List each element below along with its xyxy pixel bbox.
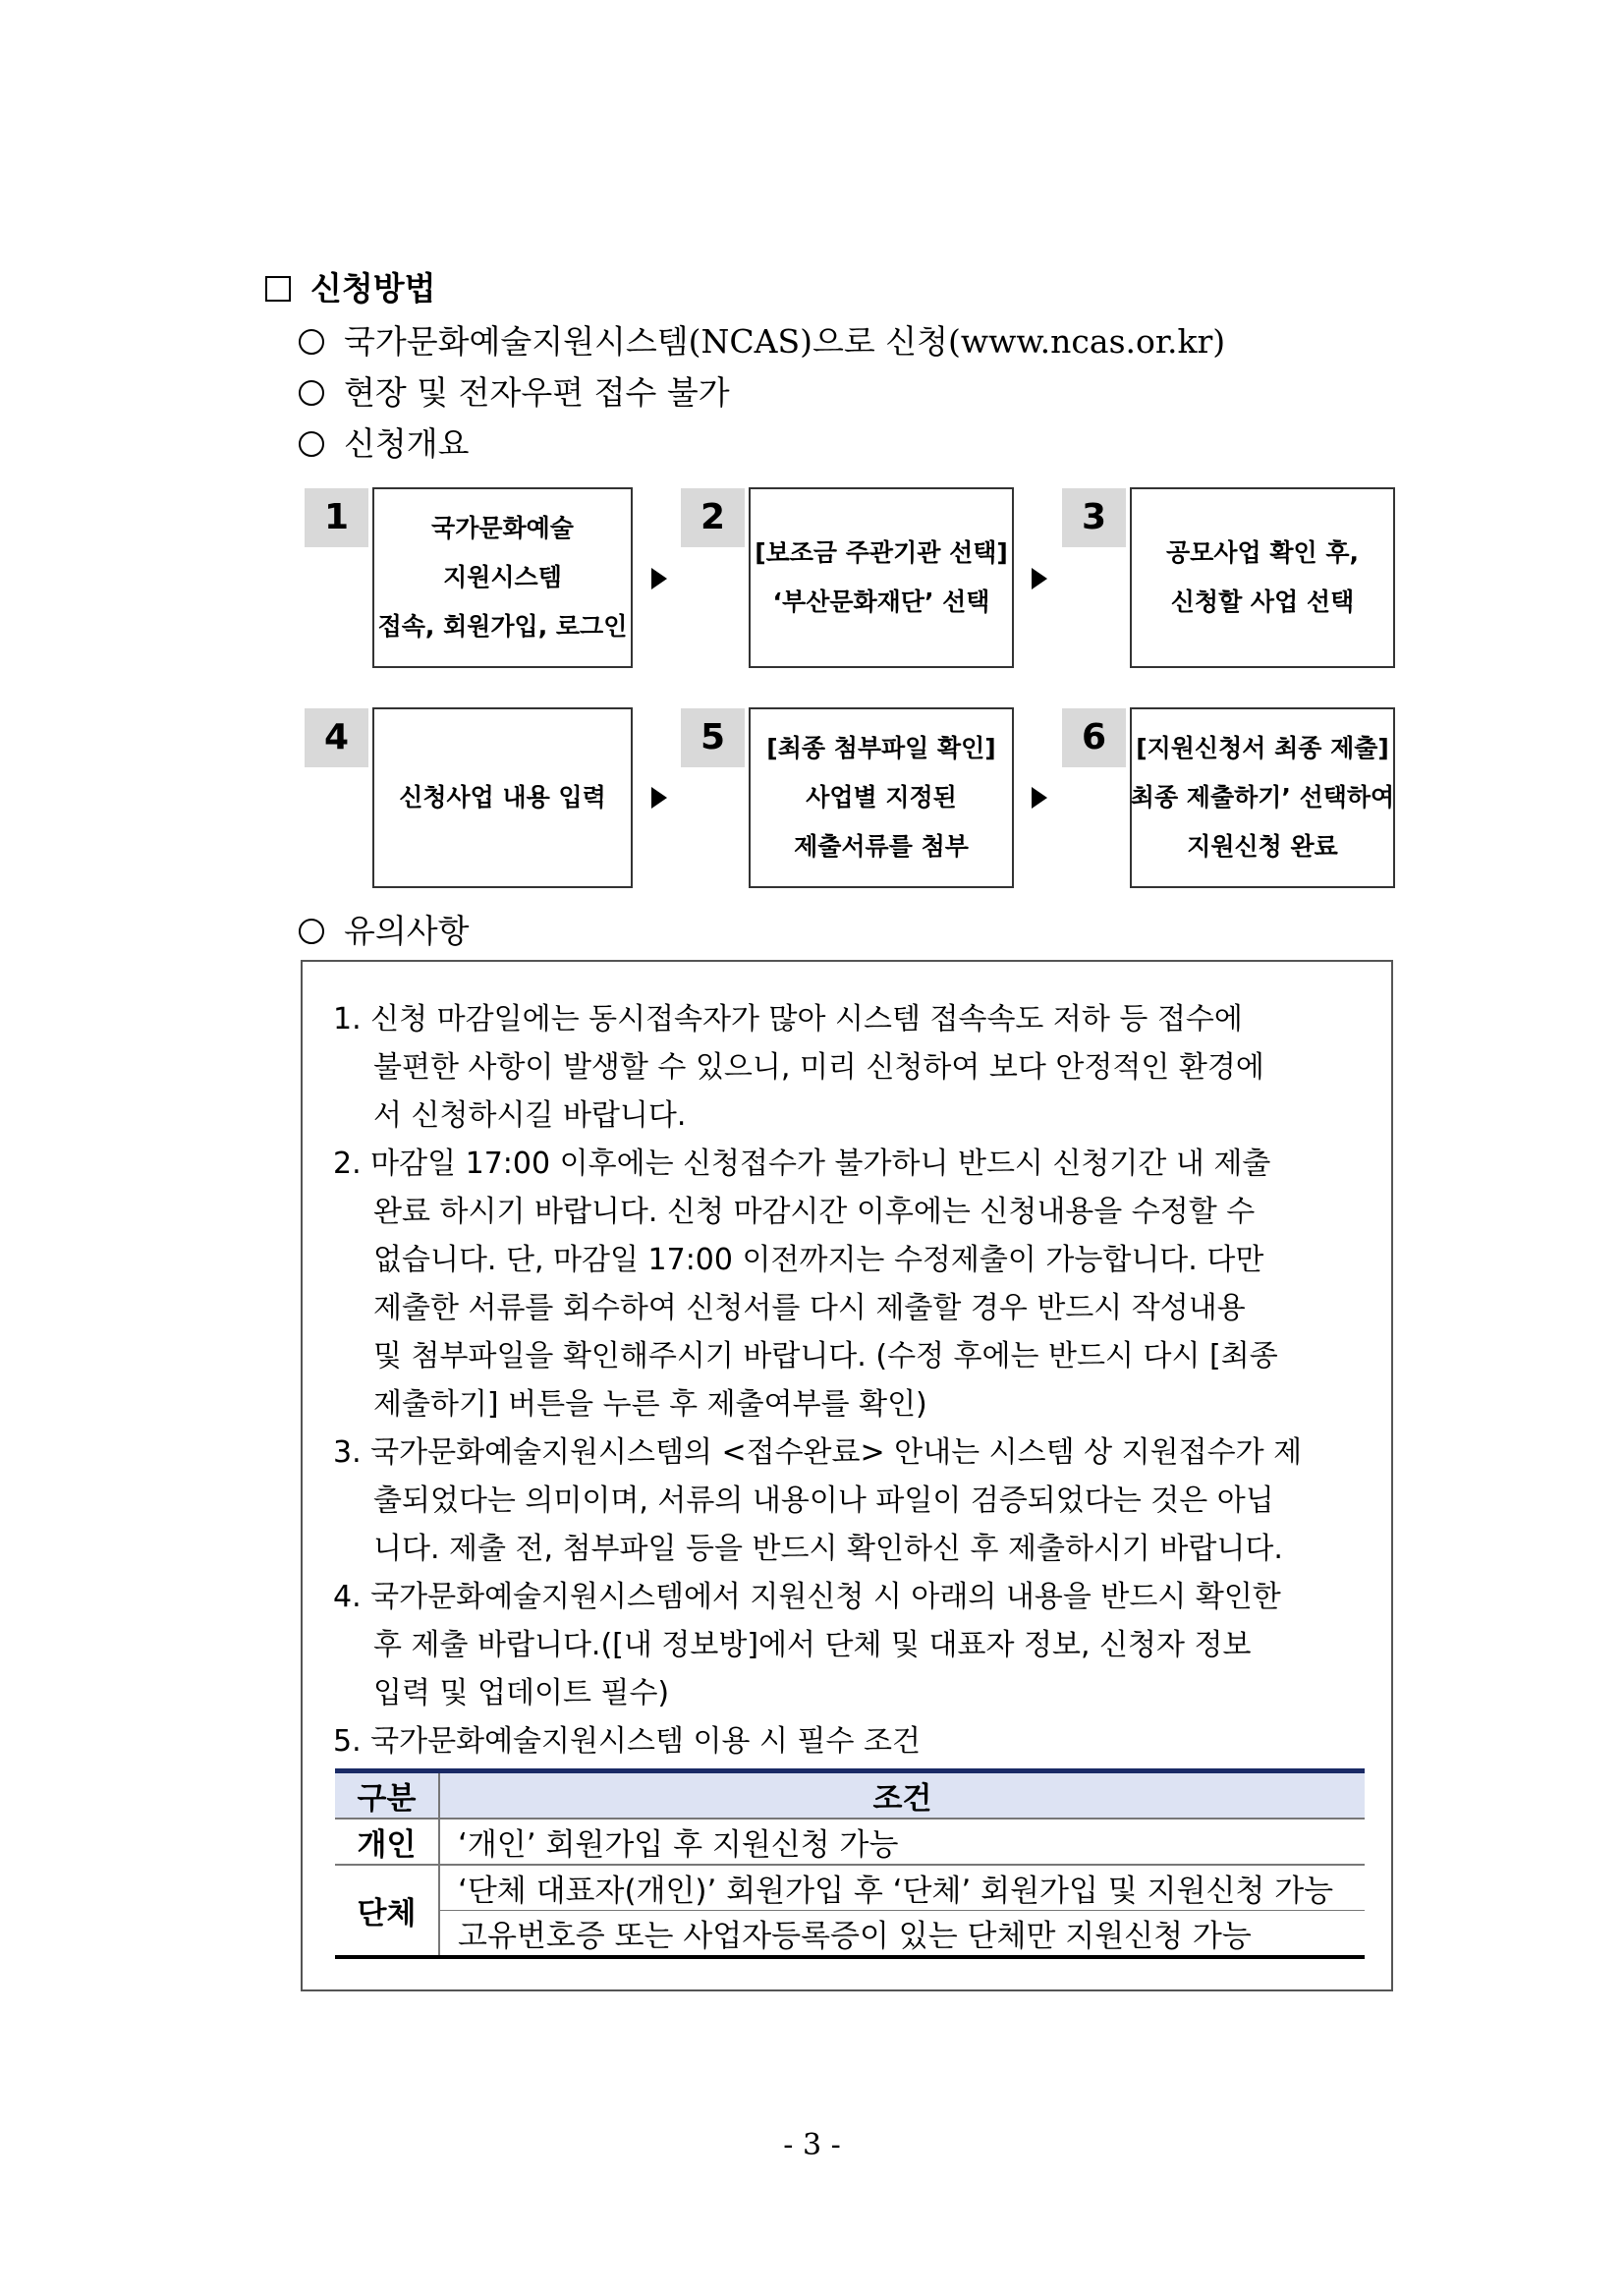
- note-line: 3. 국가문화예술지원시스템의 <접수완료> 안내는 시스템 상 지원접수가 제: [333, 1435, 1303, 1470]
- step-text: 접속, 회원가입, 로그인: [377, 612, 628, 641]
- note-line: 없습니다. 단, 마감일 17:00 이전까지는 수정제출이 가능합니다. 다만: [373, 1243, 1264, 1277]
- step-box-2: [749, 487, 1014, 668]
- step-text: 제출서류를 첨부: [794, 832, 969, 861]
- note-line: 완료 하시기 바랍니다. 신청 마감시간 이후에는 신청내용을 수정할 수: [373, 1195, 1256, 1229]
- circle-bullet-icon: [299, 380, 324, 406]
- row-label-group: 단체: [335, 1865, 439, 1957]
- step-text: 지원시스템: [443, 563, 562, 591]
- step-box-5: [749, 707, 1014, 888]
- note-line: 입력 및 업데이트 필수): [373, 1676, 670, 1710]
- page-number: - 3 -: [783, 2128, 841, 2162]
- bullet-text: 신청개요: [344, 424, 470, 463]
- step-number: 1: [305, 488, 368, 547]
- circle-bullet-icon: [299, 329, 324, 355]
- step-text: 신청사업 내용 입력: [399, 783, 606, 812]
- bullet-no-offline: [299, 367, 730, 414]
- bullet-cautions: [299, 906, 470, 952]
- step-number: 3: [1062, 488, 1126, 547]
- note-line: 2. 마감일 17:00 이후에는 신청접수가 불가하니 반드시 신청기간 내 제출: [333, 1147, 1271, 1181]
- bullet-overview: [299, 419, 470, 465]
- section-title: 신청방법: [310, 269, 436, 308]
- step-text: ‘부산문화재단’ 선택: [772, 588, 990, 616]
- note-line: 4. 국가문화예술지원시스템에서 지원신청 시 아래의 내용을 반드시 확인한: [333, 1580, 1281, 1614]
- note-line: 출되었다는 의미이며, 서류의 내용이나 파일이 검증되었다는 것은 아닙: [373, 1484, 1274, 1518]
- bullet-text: 국가문화예술지원시스템(NCAS)으로 신청(www.ncas.or.kr): [344, 322, 1226, 361]
- step-box-3: [1130, 487, 1395, 668]
- bullet-text: 유의사항: [344, 912, 470, 950]
- note-line: 5. 국가문화예술지원시스템 이용 시 필수 조건: [333, 1724, 921, 1759]
- table-row: [335, 1865, 1365, 1911]
- note-line: 후 제출 바랍니다.([내 정보방]에서 단체 및 대표자 정보, 신청자 정보: [373, 1628, 1252, 1662]
- bullet-text: 현장 및 전자우편 접수 불가: [344, 373, 730, 412]
- arrow-right-icon: [1032, 787, 1047, 809]
- note-line: 제출한 서류를 회수하여 신청서를 다시 제출할 경우 반드시 작성내용: [373, 1291, 1246, 1325]
- note-line: 서 신청하시길 바랍니다.: [373, 1098, 687, 1133]
- arrow-right-icon: [651, 568, 667, 589]
- row-text-group-2: 고유번호증 또는 사업자등록증이 있는 단체만 지원신청 가능: [439, 1911, 1365, 1958]
- step-text: 사업별 지정된: [806, 783, 957, 812]
- row-text-group-1: ‘단체 대표자(개인)’ 회원가입 후 ‘단체’ 회원가입 및 지원신청 가능: [439, 1865, 1365, 1911]
- row-label-personal: 개인: [335, 1819, 439, 1865]
- step-box-1: [372, 487, 633, 668]
- step-number: 4: [305, 708, 368, 767]
- note-line: 및 첨부파일을 확인해주시기 바랍니다. (수정 후에는 반드시 다시 [최종: [373, 1339, 1278, 1373]
- note-line: 제출하기] 버튼을 누른 후 제출여부를 확인): [373, 1387, 927, 1422]
- step-box-6: [1130, 707, 1395, 888]
- step-number: 2: [681, 488, 745, 547]
- step-text: [지원신청서 최종 제출]: [1136, 734, 1389, 762]
- note-line: 1. 신청 마감일에는 동시접속자가 많아 시스템 접속속도 저하 등 접수에: [333, 1002, 1243, 1036]
- arrow-right-icon: [1032, 568, 1047, 589]
- section-heading: [265, 263, 436, 309]
- table-row: [335, 1911, 1365, 1958]
- table-header-row: [335, 1771, 1365, 1820]
- bullet-apply-online: [299, 316, 1225, 363]
- step-text: [보조금 주관기관 선택]: [755, 538, 1008, 567]
- note-line: 니다. 제출 전, 첨부파일 등을 반드시 확인하신 후 제출하시기 바랍니다.: [373, 1532, 1283, 1566]
- note-line: 불편한 사항이 발생할 수 있으니, 미리 신청하여 보다 안정적인 환경에: [373, 1050, 1264, 1085]
- circle-bullet-icon: [299, 919, 324, 944]
- step-text: [최종 첨부파일 확인]: [766, 734, 996, 762]
- circle-bullet-icon: [299, 431, 324, 457]
- square-bullet-icon: [265, 276, 291, 302]
- row-text-personal: ‘개인’ 회원가입 후 지원신청 가능: [439, 1819, 1365, 1865]
- arrow-right-icon: [651, 787, 667, 809]
- step-number: 5: [681, 708, 745, 767]
- header-type: 구분: [335, 1771, 439, 1820]
- step-box-4: [372, 707, 633, 888]
- step-text: 국가문화예술: [431, 514, 574, 542]
- conditions-table: [335, 1768, 1365, 1959]
- step-text: 최종 제출하기’ 선택하여: [1130, 783, 1395, 812]
- header-condition: 조건: [439, 1771, 1365, 1820]
- step-text: 지원신청 완료: [1187, 832, 1338, 861]
- table-row: [335, 1819, 1365, 1865]
- step-text: 신청할 사업 선택: [1170, 588, 1355, 616]
- step-text: 공모사업 확인 후,: [1166, 538, 1359, 567]
- step-number: 6: [1062, 708, 1126, 767]
